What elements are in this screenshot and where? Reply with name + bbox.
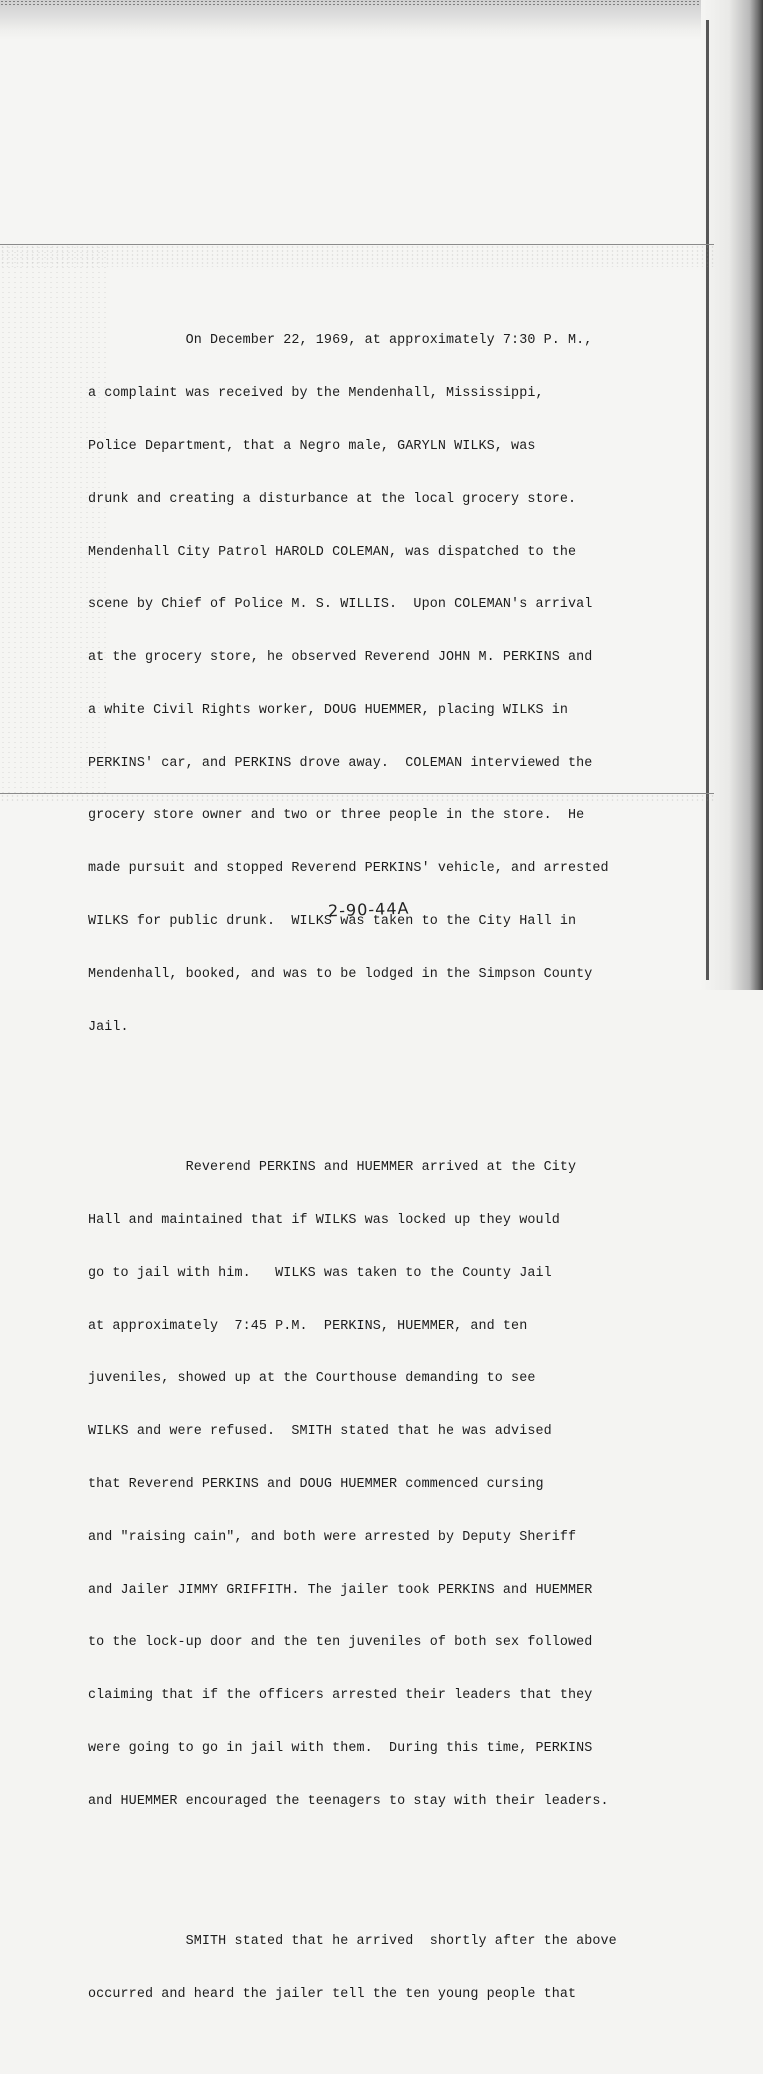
paragraph-2 bbox=[88, 1124, 688, 1845]
text-line: Jail. bbox=[88, 1019, 129, 1035]
scan-top-noise bbox=[0, 0, 763, 6]
text-line: occurred and heard the jailer tell the ten young people that bbox=[88, 1987, 577, 2003]
scan-top-edge bbox=[0, 0, 763, 40]
text-line: and HUEMMER encouraged the teenagers to stay with their leaders. bbox=[88, 1793, 609, 1809]
text-line: go to jail with him. WILKS was taken to the County Jail bbox=[88, 1265, 552, 1281]
text-line: Reverend PERKINS and HUEMMER arrived at the City bbox=[88, 1160, 577, 1176]
text-line: and "raising cain", and both were arrested by Deputy Sheriff bbox=[88, 1529, 577, 1545]
text-line: and Jailer JIMMY GRIFFITH. The jailer took PERKINS and HUEMMER bbox=[88, 1582, 593, 1598]
text-line: Mendenhall City Patrol HAROLD COLEMAN, was dispatched to the bbox=[88, 544, 577, 560]
text-line: to the lock-up door and the ten juveniles of both sex followed bbox=[88, 1635, 593, 1651]
paragraph-3 bbox=[88, 1898, 688, 2039]
text-line: On December 22, 1969, at approximately 7:30 P. M., bbox=[88, 333, 593, 349]
text-line: at the grocery store, he observed Reverend JOHN M. PERKINS and bbox=[88, 650, 593, 666]
text-line: claiming that if the officers arrested their leaders that they bbox=[88, 1688, 593, 1704]
text-line: at approximately 7:45 P.M. PERKINS, HUEMMER, and ten bbox=[88, 1318, 528, 1334]
text-line: Police Department, that a Negro male, GARYLN WILKS, was bbox=[88, 438, 536, 454]
page-number: 2-90-44A bbox=[327, 898, 410, 921]
text-line: were going to go in jail with them. During this time, PERKINS bbox=[88, 1740, 593, 1756]
text-line: scene by Chief of Police M. S. WILLIS. Upon COLEMAN's arrival bbox=[88, 597, 593, 613]
text-line: WILKS for public drunk. WILKS was taken to the City Hall in bbox=[88, 913, 577, 929]
text-line: juveniles, showed up at the Courthouse demanding to see bbox=[88, 1371, 536, 1387]
text-line: a complaint was received by the Mendenhall, Mississippi, bbox=[88, 386, 544, 402]
text-line: grocery store owner and two or three people in the store. He bbox=[88, 808, 585, 824]
text-line: WILKS and were refused. SMITH stated that he was advised bbox=[88, 1424, 552, 1440]
scan-right-line bbox=[706, 20, 709, 980]
document-body bbox=[88, 262, 688, 2074]
text-line: Hall and maintained that if WILKS was locked up they would bbox=[88, 1213, 560, 1229]
text-line: a white Civil Rights worker, DOUG HUEMMER, placing WILKS in bbox=[88, 702, 569, 718]
paragraph-1 bbox=[88, 297, 688, 1071]
text-line: made pursuit and stopped Reverend PERKINS' vehicle, and arrested bbox=[88, 861, 609, 877]
text-line: SMITH stated that he arrived shortly after the above bbox=[88, 1934, 617, 1950]
text-line: drunk and creating a disturbance at the local grocery store. bbox=[88, 491, 577, 507]
text-line: Mendenhall, booked, and was to be lodged in the Simpson County bbox=[88, 966, 593, 982]
text-line: PERKINS' car, and PERKINS drove away. COLEMAN interviewed the bbox=[88, 755, 593, 771]
scan-right-edge bbox=[701, 0, 763, 990]
text-line: that Reverend PERKINS and DOUG HUEMMER commenced cursing bbox=[88, 1476, 544, 1492]
